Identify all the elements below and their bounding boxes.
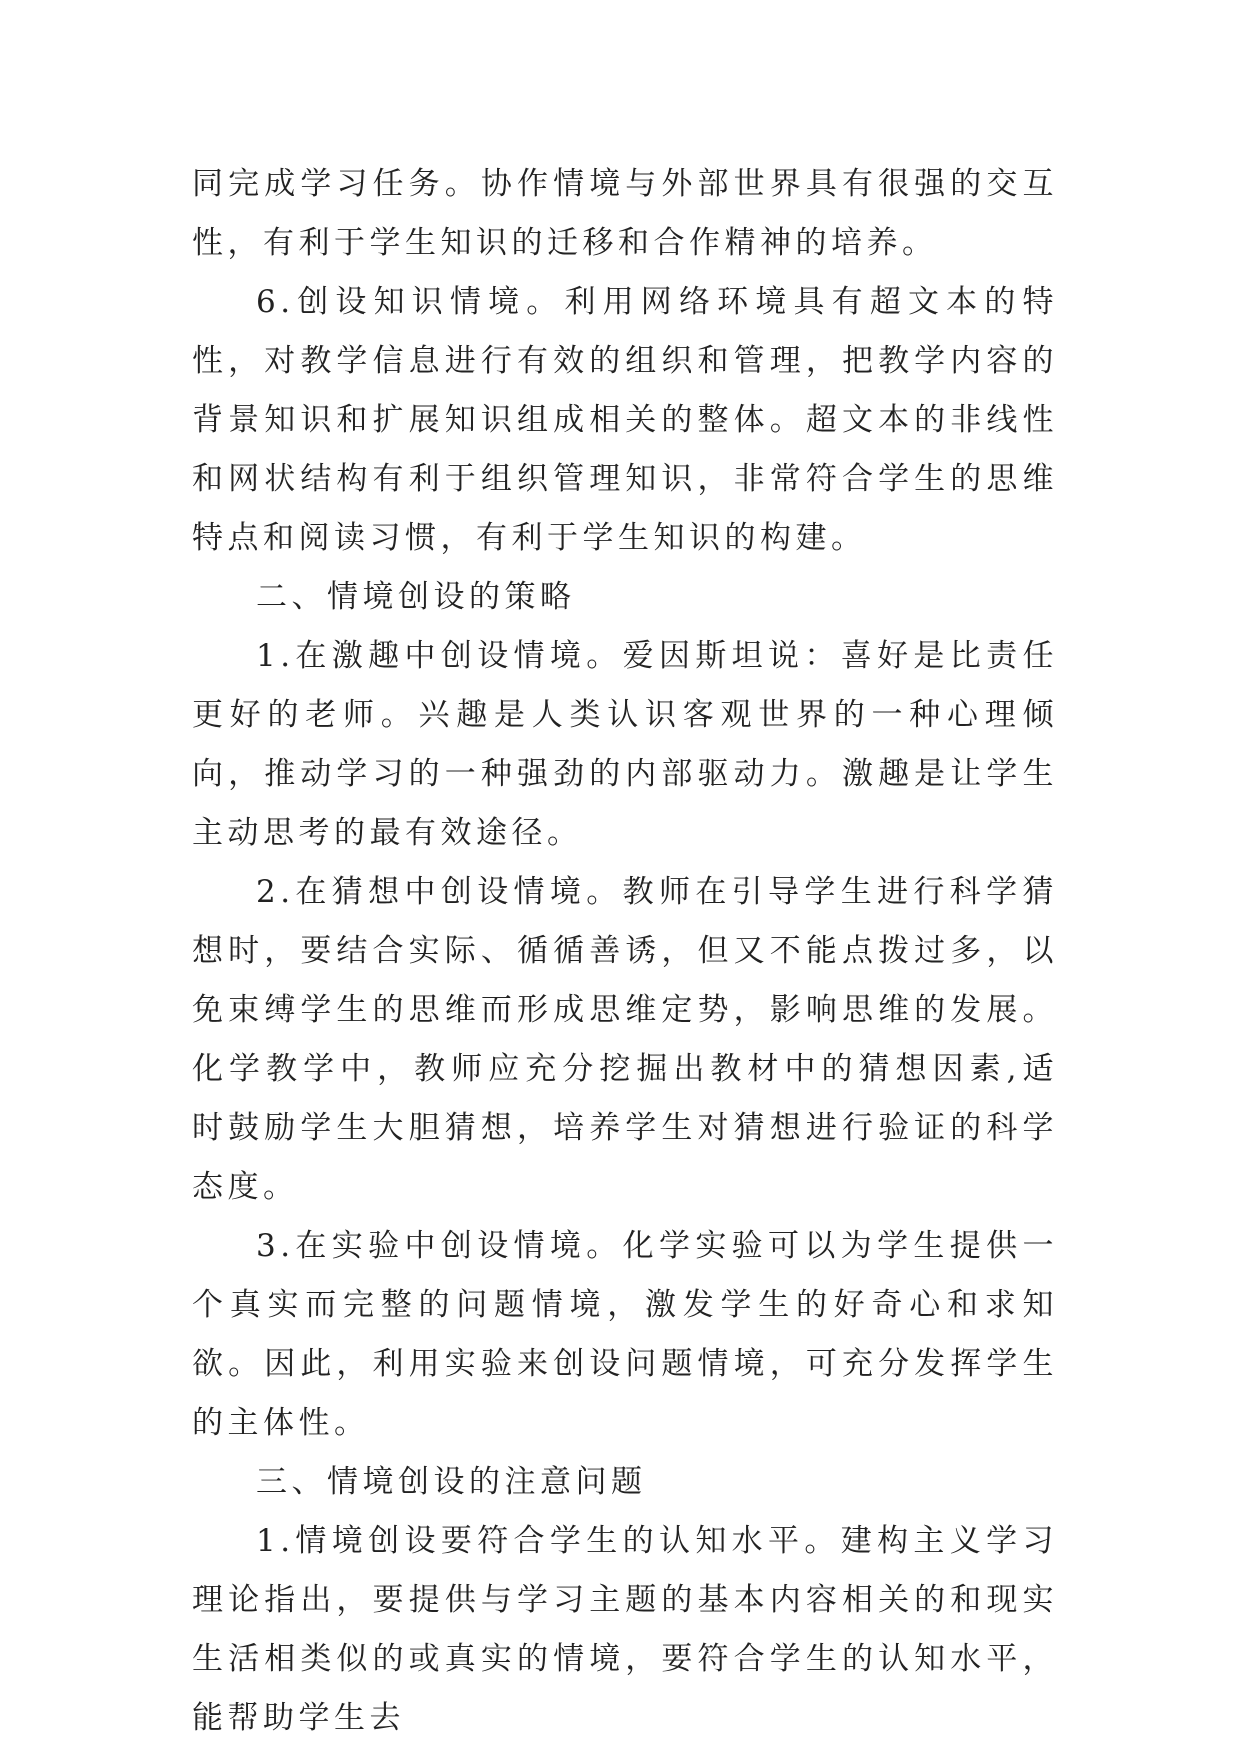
paragraph-interest-context: 1.在激趣中创设情境。爱因斯坦说：喜好是比责任更好的老师。兴趣是人类认识客观世界的一种心理倾向，推动学习的一种强劲的内部驱动力。激趣是让学生主动思考的最有效途径。 — [192, 638, 1058, 851]
section-heading-strategies: 二、情境创设的策略 — [256, 579, 576, 615]
paragraph-knowledge-context: 6.创设知识情境。利用网络环境具有超文本的特性，对教学信息进行有效的组织和管理，把教学内容的背景知识和扩展知识组成相关的整体。超文本的非线性和网状结构有利于组织管理知识，非常符合学生的思维特点和阅读习惯，有利于学生知识的构建。 — [192, 284, 1058, 556]
paragraph-cognitive-level: 1.情境创设要符合学生的认知水平。建构主义学习理论指出，要提供与学习主题的基本内容相关的和现实生活相类似的或真实的情境，要符合学生的认知水平，能帮助学生去 — [192, 1523, 1058, 1736]
paragraph-conjecture-context: 2.在猜想中创设情境。教师在引导学生进行科学猜想时，要结合实际、循循善诱，但又不能点拨过多，以免束缚学生的思维而形成思维定势，影响思维的发展。化学教学中，教师应充分挖掘出教材中的猜想因素,适时鼓励学生大胆猜想，培养学生对猜想进行验证的科学态度。 — [192, 874, 1058, 1205]
paragraph-continuation: 同完成学习任务。协作情境与外部世界具有很强的交互性，有利于学生知识的迁移和合作精神的培养。 — [192, 166, 1058, 261]
paragraph-experiment-context: 3.在实验中创设情境。化学实验可以为学生提供一个真实而完整的问题情境，激发学生的好奇心和求知欲。因此，利用实验来创设问题情境，可充分发挥学生的主体性。 — [192, 1228, 1058, 1441]
document-body — [192, 155, 1058, 1748]
section-heading-precautions: 三、情境创设的注意问题 — [256, 1464, 647, 1500]
